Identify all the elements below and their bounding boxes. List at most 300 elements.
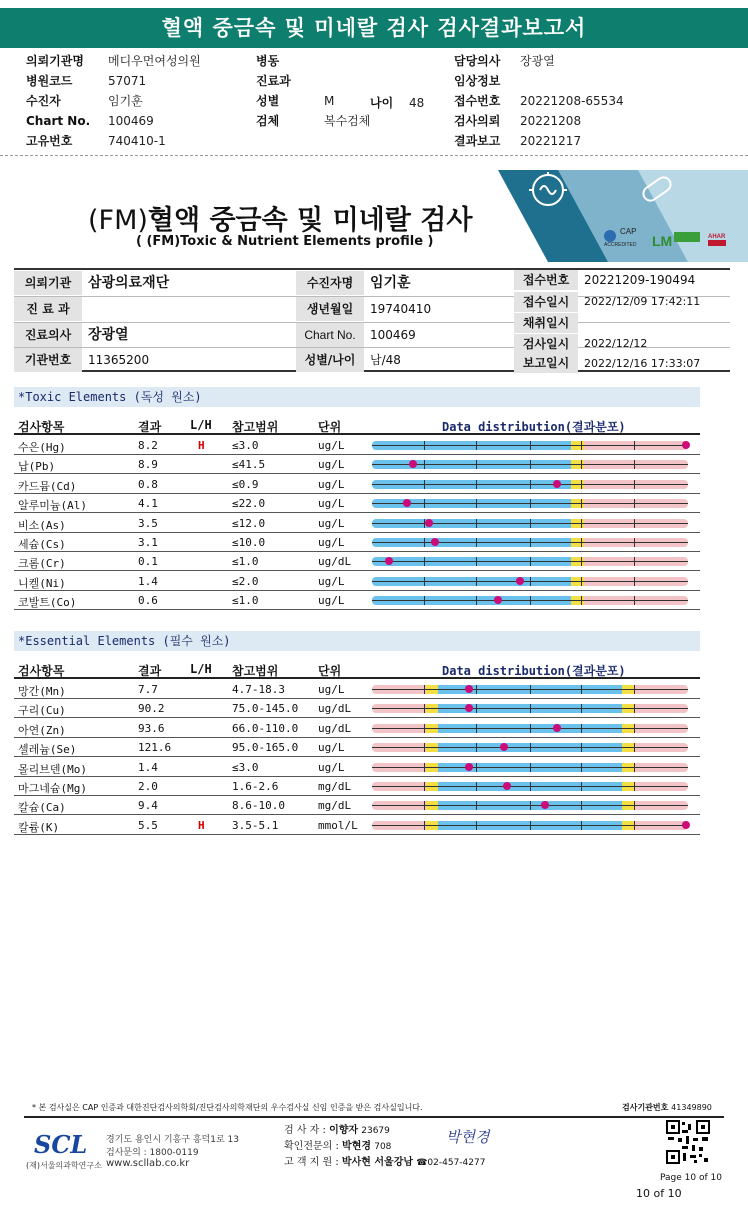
unit: ug/L [318,439,345,452]
result-value: 3.1 [138,536,158,549]
toxic-row [14,533,700,552]
toxic-table-header [14,415,700,435]
distribution-tick [476,782,477,791]
summary-col1-value [108,92,143,110]
certification-note: * 본 검사실은 CAP 인증과 대한진단검사의학회/진단검사의학재단의 우수검사실 신임 인증을 받은 검사실입니다. [32,1103,423,1112]
distribution-tick [530,538,531,547]
toxic-section-title: *Toxic Elements (독성 원소) [14,387,700,407]
distribution-tick [530,499,531,508]
header-range: 참고범위 [232,420,279,434]
distribution-tick [530,557,531,566]
distribution-tick [634,460,635,469]
header-lh: L/H [190,418,212,432]
distribution-tick [634,743,635,752]
distribution-tick [581,577,582,586]
specialist-signature: 박현경 [446,1128,490,1146]
summary-age-value: 48 [409,96,425,110]
summary-field-value: 57071 [108,74,147,88]
summary-field-label: 결과보고 [454,134,501,148]
distribution-tick [581,519,582,528]
distribution-tick [476,704,477,713]
element-name: 수은(Hg) [18,441,66,454]
distribution-tick [424,743,425,752]
result-value: 8.2 [138,439,158,452]
distribution-tick [581,782,582,791]
header-result: 결과 [138,664,162,678]
distribution-tick [634,704,635,713]
reception-no-label: 접수번호 [514,270,578,290]
unit: ug/dL [318,721,352,735]
toxic-row [14,436,700,455]
essential-row [14,816,700,835]
reference-range: 95.0-165.0 [232,741,299,755]
report-date-label: 보고일시 [514,354,578,373]
summary-col2-label [256,72,291,90]
summary-field-value: M [324,94,335,108]
lab-address: 경기도 용인시 기흥구 흥덕1로 13 [106,1135,239,1145]
ahar-badge [708,234,726,246]
result-marker [516,577,524,585]
distribution-tick [581,685,582,694]
summary-col1-label [26,72,72,90]
summary-field-value: 100469 [108,114,154,128]
specialist-line [284,1137,391,1152]
institution-code-value: 41349890 [671,1103,712,1112]
summary-field-label: 검체 [256,114,280,128]
distribution-tick [424,499,425,508]
summary-col3-value [520,112,581,130]
distribution-tick [476,441,477,450]
distribution-bar [372,577,688,586]
distribution-tick [634,782,635,791]
distribution-tick [581,596,582,605]
page-indicator: 10 of 10 [636,1187,682,1200]
inst-label: 기관번호 [14,348,82,372]
qr-code-icon [666,1120,710,1164]
distribution-bar [372,743,688,752]
result-value: 90.2 [138,702,165,716]
reference-range: ≤1.0 [232,594,259,608]
summary-col1-value [108,52,201,70]
result-marker [494,596,502,604]
unit: ug/dL [318,702,352,716]
distribution-tick [634,763,635,772]
summary-col1-value [108,112,154,130]
summary-field-label: 검사의뢰 [454,114,501,128]
summary-col1-label [26,92,61,110]
summary-age [370,94,424,112]
summary-field-label: 수진자 [26,94,61,108]
lm-badge [652,233,672,249]
result-value: 3.5 [138,516,158,530]
result-value: 0.8 [138,477,158,491]
distribution-tick [530,441,531,450]
distribution-tick [424,596,425,605]
result-marker [425,519,433,527]
collection-label: 채취일시 [514,313,578,333]
support-phone: ☎02-457-4277 [416,1158,486,1168]
reception-date-label: 접수일시 [514,292,578,312]
result-marker [431,538,439,546]
unit: ug/L [318,741,345,755]
doctor-label: 진료의사 [14,323,82,347]
element-name: 칼슘(Ca) [18,801,66,815]
distribution-tick [424,801,425,810]
test-date-value: 2022/12/12 [584,337,648,350]
distribution-bar [372,499,688,508]
distribution-tick [424,782,425,791]
distribution-tick [476,685,477,694]
summary-field-value: 20221217 [520,134,582,148]
element-name: 니켈(Ni) [18,576,66,590]
distribution-tick [530,685,531,694]
distribution-tick [530,821,531,830]
distribution-bar [372,596,688,605]
patient-info-table [14,268,730,372]
distribution-tick [476,519,477,528]
distribution-tick [424,821,425,830]
unit: ug/dL [318,555,352,569]
report-title-main: 혈액 중금속 및 미네랄 검사 [147,205,473,236]
result-value: 8.9 [138,458,158,472]
distribution-bar [372,538,688,547]
essential-section-title: *Essential Elements (필수 원소) [14,631,700,651]
report-subtitle: ( (FM)Toxic & Nutrient Elements profile ) [136,234,434,249]
essential-table-header [14,659,700,679]
distribution-tick [634,480,635,489]
distribution-tick [634,724,635,733]
distribution-tick [530,801,531,810]
summary-col3-label [454,132,500,150]
report-banner-title: 혈액 중금속 및 미네랄 검사 검사결과보고서 [0,8,748,48]
reference-range: 1.6-2.6 [232,780,279,793]
distribution-tick [634,538,635,547]
report-date-value: 2022/12/16 17:33:07 [584,357,701,370]
result-marker [465,763,473,771]
sexage-value: 남/48 [370,353,401,367]
summary-field-label: 병원코드 [26,74,73,88]
result-value: 4.1 [138,497,158,511]
header-lh: L/H [190,662,212,676]
essential-row [14,738,700,757]
distribution-tick [530,782,531,791]
distribution-bar [372,801,688,810]
cap-badge-sub: ACCREDITED [604,242,637,248]
summary-col2-label [256,112,279,130]
element-name: 크롬(Cr) [18,557,66,571]
summary-col3-label [454,72,500,90]
distribution-tick [581,538,582,547]
header-range: 참고범위 [232,664,279,678]
distribution-tick [634,596,635,605]
inst-value: 11365200 [88,353,150,367]
distribution-tick [424,763,425,772]
distribution-tick [476,724,477,733]
scl-logo: SCL [34,1130,88,1159]
toxic-row [14,591,700,610]
distribution-tick [476,596,477,605]
report-title-prefix: (FM) [88,205,148,236]
summary-field-label: 진료과 [256,74,291,88]
distribution-bar [372,724,688,733]
result-value: 7.7 [138,683,158,696]
distribution-tick [424,538,425,547]
distribution-tick [634,557,635,566]
summary-field-value: 메디우먼여성의원 [108,54,201,68]
distribution-tick [581,801,582,810]
distribution-tick [530,577,531,586]
distribution-tick [476,763,477,772]
collection-value [578,313,730,333]
green-badge [674,232,700,242]
unit: mmol/L [318,818,358,832]
hospital-label: 의뢰기관 [14,271,82,295]
unit: ug/L [318,683,345,696]
lm-badge-text: LM [652,233,673,249]
essential-row [14,758,700,777]
summary-col2-label [256,92,279,110]
reference-range: 66.0-110.0 [232,721,299,735]
summary-col1-label [26,112,90,130]
examiner-name: 이향자 [329,1125,359,1136]
header-unit: 단위 [318,420,342,434]
unit: ug/L [318,574,345,588]
unit: mg/dL [318,780,352,793]
distribution-tick [424,441,425,450]
toxic-row [14,552,700,571]
summary-field-label: 병동 [256,54,280,68]
header-distribution: Data distribution(결과분포) [442,420,626,434]
element-name: 비소(As) [18,518,66,532]
element-name: 알루미늄(Al) [18,499,87,513]
summary-field-value: 20221208 [520,114,582,128]
result-value: 0.1 [138,555,158,569]
summary-col3-label [454,52,500,70]
flag-indicator: H [198,818,205,832]
distribution-tick [634,801,635,810]
dob-value: 19740410 [370,302,432,316]
examiner-no: 23679 [361,1126,390,1136]
distribution-tick [634,499,635,508]
hero-decoration [498,170,748,262]
reference-range: ≤1.0 [232,555,259,569]
unit: ug/L [318,497,345,511]
distribution-bar [372,704,688,713]
summary-col3-label [454,112,500,130]
distribution-bar [372,782,688,791]
element-name: 셀레늄(Se) [18,743,77,757]
sexage-label: 성별/나이 [296,348,364,372]
unit: ug/L [318,536,345,549]
distribution-tick [530,519,531,528]
result-value: 2.0 [138,780,158,793]
header-item: 검사항목 [18,664,65,678]
summary-col3-label [454,92,500,110]
support-label: 고 객 지 원 : [284,1157,339,1168]
ahar-badge-text: AHAR [708,234,726,240]
dept-value [82,297,292,321]
result-value: 1.4 [138,760,158,774]
summary-field-label: 성별 [256,94,280,108]
reference-range: 3.5-5.1 [232,818,279,832]
result-value: 121.6 [138,741,172,755]
unit: ug/L [318,760,345,774]
unit: ug/L [318,477,345,491]
summary-field-value: 20221208-65534 [520,94,624,108]
distribution-bar [372,441,688,450]
essential-row [14,699,700,718]
specialist-label: 확인전문의 : [284,1141,339,1152]
summary-col2-value [324,92,334,110]
distribution-bar [372,557,688,566]
distribution-tick [530,460,531,469]
toxic-row [14,514,700,533]
chart-label: Chart No. [296,323,364,347]
patient-value: 임기훈 [370,275,411,291]
reference-range: ≤3.0 [232,439,259,452]
unit: ug/L [318,516,345,530]
distribution-tick [581,743,582,752]
distribution-tick [424,685,425,694]
distribution-tick [634,441,635,450]
summary-header [0,52,748,152]
result-value: 9.4 [138,799,158,813]
institution-code [622,1102,712,1113]
distribution-tick [424,724,425,733]
result-value: 1.4 [138,574,158,588]
distribution-tick [476,577,477,586]
distribution-bar [372,821,688,830]
summary-col1-label [26,52,84,70]
distribution-tick [581,499,582,508]
distribution-tick [530,480,531,489]
reference-range: ≤12.0 [232,516,266,530]
summary-field-value: 740410-1 [108,134,166,148]
distribution-bar [372,519,688,528]
report-hero [0,170,748,262]
unit: ug/L [318,594,345,608]
summary-col1-value [108,72,146,90]
summary-field-value: 복수검체 [324,114,371,128]
header-unit: 단위 [318,664,342,678]
distribution-tick [581,441,582,450]
element-name: 납(Pb) [18,460,56,474]
reference-range: 4.7-18.3 [232,683,285,696]
distribution-tick [581,724,582,733]
summary-col3-value [520,92,624,110]
reference-range: 8.6-10.0 [232,799,285,813]
element-name: 칼륨(K) [18,820,60,834]
reference-range: 75.0-145.0 [232,702,299,716]
distribution-tick [581,557,582,566]
header-distribution: Data distribution(결과분포) [442,664,626,678]
support-name: 박사현 서울강남 [341,1157,414,1168]
result-marker [403,499,411,507]
dob-label: 생년월일 [296,297,364,321]
lab-website: www.scllab.co.kr [106,1158,190,1169]
distribution-tick [476,480,477,489]
distribution-tick [581,763,582,772]
distribution-bar [372,460,688,469]
essential-row [14,719,700,738]
reception-date-value: 2022/12/09 17:42:11 [584,295,701,308]
distribution-tick [476,499,477,508]
distribution-tick [530,596,531,605]
summary-field-label: 고유번호 [26,134,73,148]
toxic-row [14,572,700,591]
distribution-tick [476,538,477,547]
summary-field-label: 담당의사 [454,54,501,68]
distribution-tick [530,724,531,733]
distribution-tick [424,480,425,489]
reference-range: ≤0.9 [232,477,259,491]
summary-field-value: 임기훈 [108,94,143,108]
distribution-tick [634,577,635,586]
element-name: 구리(Cu) [18,704,66,718]
header-item: 검사항목 [18,420,65,434]
distribution-tick [476,821,477,830]
reception-no-value: 20221209-190494 [584,273,696,287]
dept-label: 진 료 과 [14,297,82,321]
reference-range: ≤22.0 [232,497,266,511]
hospital-value: 삼광의료재단 [88,275,170,291]
distribution-tick [581,821,582,830]
element-name: 망간(Mn) [18,685,66,698]
distribution-tick [581,704,582,713]
summary-field-value: 장광열 [520,54,555,68]
institution-code-label: 검사기관번호 [622,1103,669,1112]
chart-value: 100469 [370,328,416,342]
patient-label: 수진자명 [296,271,364,295]
toxic-row [14,494,700,513]
doctor-value: 장광열 [88,327,129,343]
summary-col1-label [26,132,72,150]
distribution-tick [476,557,477,566]
examiner-label: 검 사 자 : [284,1125,326,1136]
element-name: 세슘(Cs) [18,538,66,551]
element-name: 몰리브덴(Mo) [18,762,87,776]
specialist-name: 박현경 [342,1141,372,1152]
lab-phone: 검사문의 : 1800-0119 [106,1148,199,1158]
reference-range: ≤41.5 [232,458,266,472]
toxic-row [14,475,700,494]
summary-age-label: 나이 [370,96,394,110]
unit: ug/L [318,458,345,472]
lab-org-name: (재)서울의과학연구소 [26,1161,102,1170]
header-result: 결과 [138,420,162,434]
summary-col2-value [324,112,370,130]
reference-range: ≤3.0 [232,760,259,774]
distribution-tick [581,460,582,469]
result-marker [682,821,690,829]
summary-field-label: 임상정보 [454,74,501,88]
toxic-row [14,455,700,474]
summary-col3-value [520,132,581,150]
result-value: 5.5 [138,818,158,832]
report-title [88,198,472,237]
page-indicator-small: Page 10 of 10 [660,1173,722,1183]
distribution-tick [476,743,477,752]
distribution-tick [476,460,477,469]
summary-field-label: 의뢰기관명 [26,54,84,68]
distribution-tick [424,460,425,469]
unit: mg/dL [318,799,352,813]
distribution-bar [372,480,688,489]
distribution-tick [530,704,531,713]
summary-field-label: 접수번호 [454,94,501,108]
result-value: 93.6 [138,721,165,735]
distribution-bar [372,763,688,772]
